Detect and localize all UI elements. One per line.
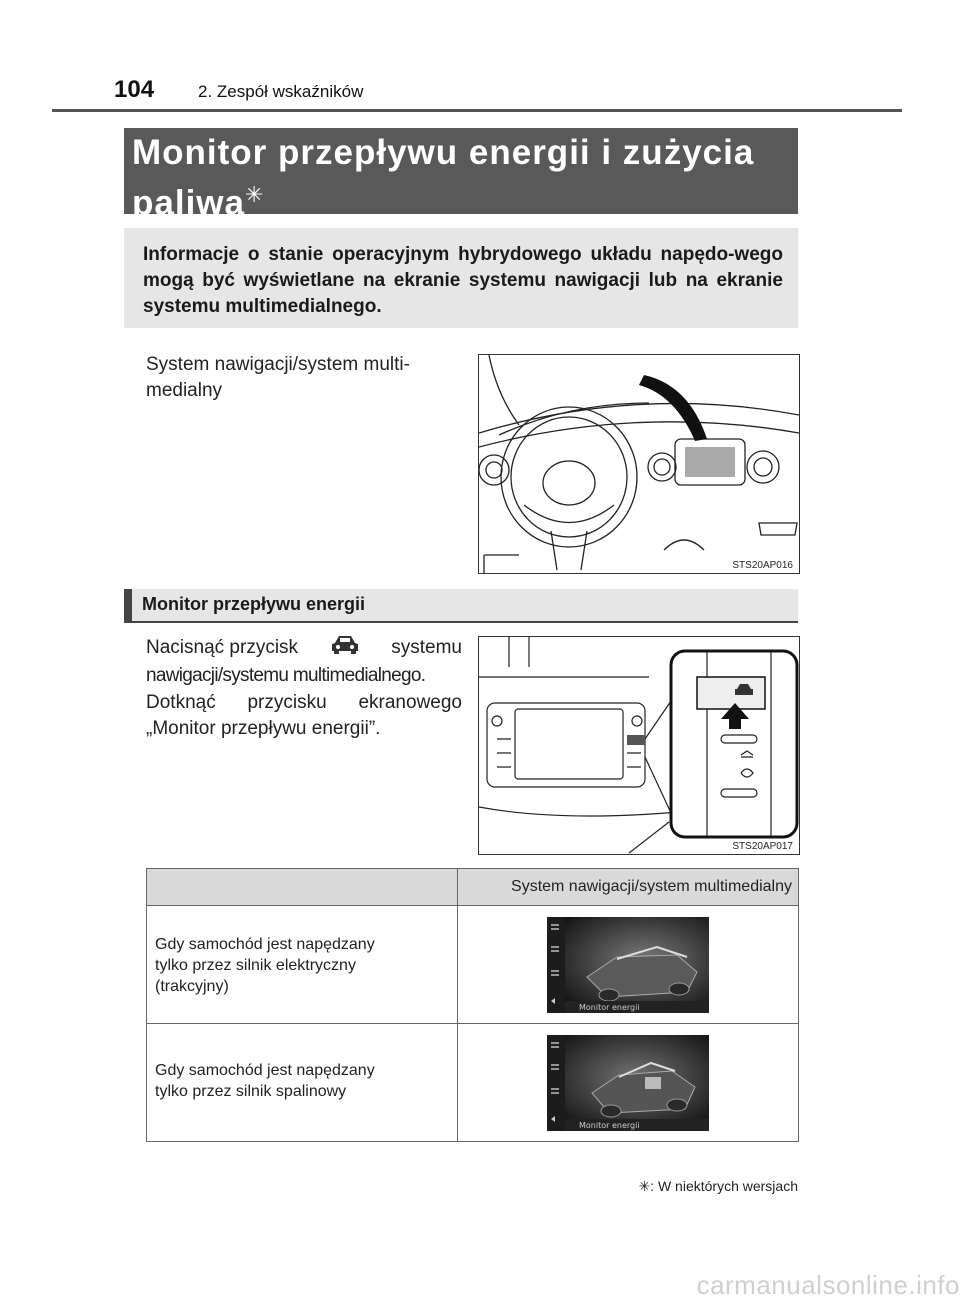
step-2-line-2: „Monitor przepływu energii”. xyxy=(146,718,381,739)
page-number: 104 xyxy=(114,76,155,103)
watermark: carmanualsonline.info xyxy=(696,1270,960,1300)
title-line-2 xyxy=(132,174,754,225)
step-2-line-1: Dotknąć przycisku ekranowego xyxy=(146,692,462,713)
car-icon xyxy=(330,633,360,663)
section-divider xyxy=(124,621,798,623)
intro-text: Informacje o stanie operacyjnym hybrydowego układu napędo-wego mogą być wyświetlane na ekranie systemu nawigacji lub na ekranie systemu multimedialnego. xyxy=(143,244,783,317)
intro-box xyxy=(124,228,798,328)
row-line: Gdy samochód jest napędzany xyxy=(155,1062,375,1079)
system-label xyxy=(146,352,462,404)
dashboard-drawing xyxy=(479,355,799,573)
row-line: Gdy samochód jest napędzany xyxy=(155,936,375,953)
section-accent xyxy=(124,589,132,621)
step-1 xyxy=(146,633,462,689)
section-title-box xyxy=(124,128,798,223)
screen-label: Monitor energii xyxy=(579,1120,640,1130)
title-line-2-text: paliwa xyxy=(132,183,245,223)
table-row-screenshot xyxy=(458,1024,799,1142)
energy-monitor-screen xyxy=(547,1035,709,1131)
head-unit-illustration xyxy=(478,636,800,855)
table-row xyxy=(147,906,799,1024)
energy-monitor-table xyxy=(146,868,799,1142)
page-title xyxy=(132,132,754,225)
table-row-description xyxy=(147,906,458,1024)
figure-code: STS20AP016 xyxy=(732,560,793,571)
step-1-after: systemu xyxy=(391,637,462,658)
row-line: tylko przez silnik elektryczny xyxy=(155,957,356,974)
footnote xyxy=(638,1178,798,1195)
dashboard-illustration xyxy=(478,354,800,574)
chapter-title: 2. Zespół wskaźników xyxy=(198,82,364,101)
footnote-mark: ✳ xyxy=(638,1178,651,1194)
system-label-line-2: medialny xyxy=(146,380,223,401)
section-title: Monitor przepływu energii xyxy=(142,594,366,614)
system-label-line-1: System nawigacji/system multi- xyxy=(146,354,410,375)
footnote-text: : W niektórych wersjach xyxy=(650,1178,798,1194)
title-line-1: Monitor przepływu energii i zużycia xyxy=(132,133,755,172)
header-divider xyxy=(52,109,902,112)
step-1-line-1 xyxy=(146,633,462,663)
step-2 xyxy=(146,690,462,742)
table-header-row xyxy=(147,869,799,906)
step-1-line-2: nawigacji/systemu multimedialnego. xyxy=(146,665,426,686)
step-1-before: Nacisnąć przycisk xyxy=(146,637,299,658)
figure-code: STS20AP017 xyxy=(732,841,793,852)
table-row xyxy=(147,1024,799,1142)
table-row-description xyxy=(147,1024,458,1142)
head-unit-drawing xyxy=(479,637,799,854)
energy-monitor-screen xyxy=(547,917,709,1013)
table-row-screenshot xyxy=(458,906,799,1024)
asterisk-mark: ✳ xyxy=(244,182,265,207)
table-header-blank xyxy=(147,869,458,906)
section-header xyxy=(124,589,798,621)
screen-label: Monitor energii xyxy=(579,1002,640,1012)
row-line: tylko przez silnik spalinowy xyxy=(155,1083,347,1100)
table-column-header: System nawigacji/system multimedialny xyxy=(458,869,799,906)
row-line: (trakcyjny) xyxy=(155,978,229,995)
